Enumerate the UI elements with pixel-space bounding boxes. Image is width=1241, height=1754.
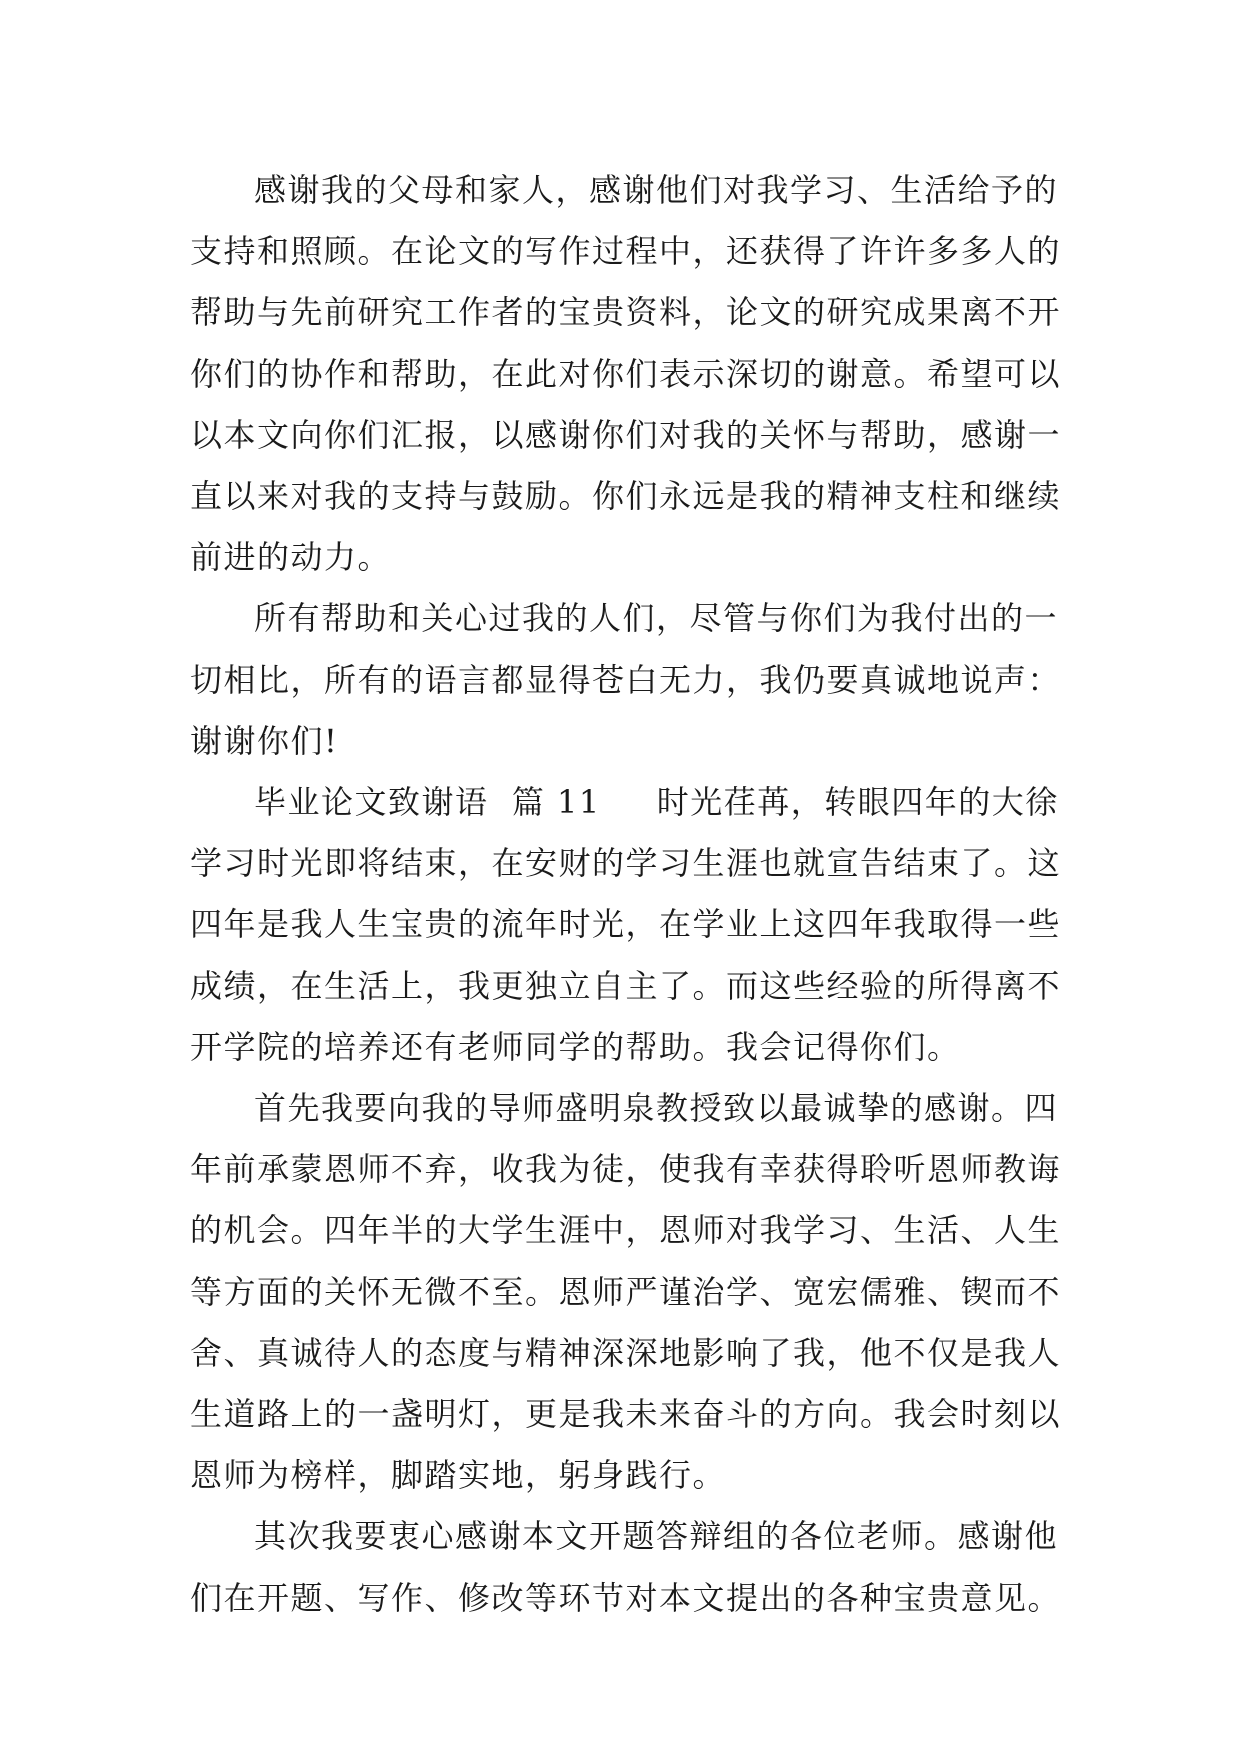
document-body bbox=[190, 160, 1070, 1629]
section-heading-tail: 时光荏苒，转眼四年的大徐 bbox=[656, 783, 1059, 822]
text-line: 舍、真诚待人的态度与精神深深地影响了我，他不仅是我人 bbox=[190, 1333, 1062, 1372]
text-line: 恩师为榜样，脚踏实地，躬身践行。 bbox=[190, 1456, 727, 1495]
text-line: 学习时光即将结束，在安财的学习生涯也就宣告结束了。这 bbox=[190, 844, 1062, 883]
text-line: 四年是我人生宝贵的流年时光，在学业上这四年我取得一些 bbox=[190, 905, 1062, 944]
text-line: 支持和照顾。在论文的写作过程中，还获得了许许多多人的 bbox=[190, 232, 1062, 271]
text-line: 其次我要衷心感谢本文开题答辩组的各位老师。感谢他 bbox=[254, 1517, 1059, 1556]
section-heading-line bbox=[190, 772, 1070, 833]
text-line: 前进的动力。 bbox=[190, 538, 392, 577]
paragraph-thanks-all bbox=[190, 588, 1070, 772]
text-line: 谢谢你们! bbox=[190, 721, 339, 760]
text-line: 帮助与先前研究工作者的宝贵资料，论文的研究成果离不开 bbox=[190, 293, 1062, 332]
text-line: 开学院的培养还有老师同学的帮助。我会记得你们。 bbox=[190, 1027, 961, 1066]
paragraph-thanks-advisor bbox=[190, 1078, 1070, 1506]
text-line: 等方面的关怀无微不至。恩师严谨治学、宽宏儒雅、锲而不 bbox=[190, 1272, 1062, 1311]
paragraph-thanks-committee bbox=[190, 1506, 1070, 1628]
text-line: 直以来对我的支持与鼓励。你们永远是我的精神支柱和继续 bbox=[190, 477, 1062, 516]
text-line: 所有帮助和关心过我的人们，尽管与你们为我付出的一 bbox=[254, 599, 1059, 638]
paragraph-section-11 bbox=[190, 772, 1070, 1078]
text-line: 你们的协作和帮助，在此对你们表示深切的谢意。希望可以 bbox=[190, 354, 1062, 393]
paragraph-thanks-parents bbox=[190, 160, 1070, 588]
text-line: 感谢我的父母和家人，感谢他们对我学习、生活给予的 bbox=[254, 171, 1059, 209]
text-line: 以本文向你们汇报，以感谢你们对我的关怀与帮助，感谢一 bbox=[190, 415, 1062, 454]
text-line: 成绩，在生活上，我更独立自主了。而这些经验的所得离不 bbox=[190, 966, 1062, 1005]
text-line: 们在开题、写作、修改等环节对本文提出的各种宝贵意见。 bbox=[190, 1578, 1062, 1617]
text-line: 生道路上的一盏明灯，更是我未来奋斗的方向。我会时刻以 bbox=[190, 1395, 1062, 1434]
section-heading: 毕业论文致谢语 篇 11 bbox=[254, 783, 601, 822]
text-line: 切相比，所有的语言都显得苍白无力，我仍要真诚地说声： bbox=[190, 660, 1062, 699]
text-line: 的机会。四年半的大学生涯中，恩师对我学习、生活、人生 bbox=[190, 1211, 1062, 1250]
text-line: 首先我要向我的导师盛明泉教授致以最诚挚的感谢。四 bbox=[254, 1089, 1059, 1128]
text-line: 年前承蒙恩师不弃，收我为徒，使我有幸获得聆听恩师教诲 bbox=[190, 1150, 1062, 1189]
